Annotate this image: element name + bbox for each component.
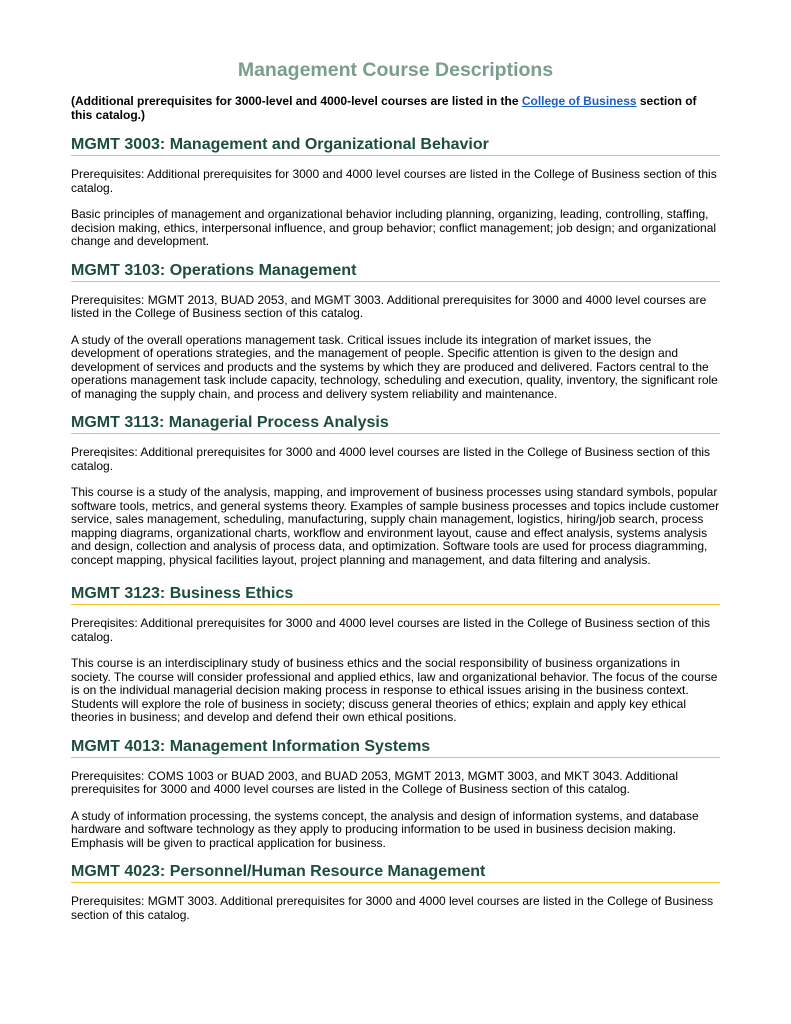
- course-prerequisites: Prerequisites: MGMT 2013, BUAD 2053, and MGMT 3003. Additional prerequisites for 3000 and 4000 level courses are listed in the College of Business section of this catalog.: [71, 292, 707, 320]
- course-heading: MGMT 3103: Operations Management: [71, 261, 720, 282]
- intro-note: [71, 94, 720, 122]
- page-title: Management Course Descriptions: [237, 59, 554, 81]
- course-mgmt-4023: [71, 862, 720, 922]
- catalog-page: [71, 56, 720, 935]
- course-mgmt-4013: [71, 737, 720, 851]
- course-prerequisites: Prerequisites: MGMT 3003. Additional prerequisites for 3000 and 4000 level courses are listed in the College of Business section of this catalog.: [71, 894, 714, 922]
- course-heading: MGMT 3113: Managerial Process Analysis: [71, 413, 720, 434]
- course-prerequisites: Prereqisites: Additional prerequisites for 3000 and 4000 level courses are listed in the College of Business section of this catalog.: [71, 445, 711, 473]
- college-of-business-link[interactable]: College of Business: [521, 94, 637, 108]
- course-heading: MGMT 4013: Management Information Systems: [71, 737, 720, 758]
- course-prerequisites: Prerequisites: COMS 1003 or BUAD 2003, and BUAD 2053, MGMT 2013, MGMT 3003, and MKT 3043. Additional prerequisites for 3000 and 4000 level courses are listed in the College of Business section of this catalog.: [71, 768, 678, 796]
- course-description: A study of information processing, the systems concept, the analysis and design of information systems, and database hardware and software technology as they apply to producing information to be used in business decision making. Emphasis will be given to practical application for business.: [71, 808, 699, 850]
- course-mgmt-3113: [71, 413, 720, 567]
- course-description: This course is an interdisciplinary study of business ethics and the social responsibility of business organizations in society. The course will consider professional and applied ethics, law and organizational behavior. The focus of the course is on the individual managerial decision making process in response to ethical issues arising in the business context. Students will explore the role of business in society; discuss general theories of ethics; explain and apply key ethical theories in business; and develop and defend their own ethical positions.: [71, 656, 718, 724]
- course-mgmt-3003: [71, 135, 720, 249]
- course-heading: MGMT 3003: Management and Organizational Behavior: [71, 135, 720, 156]
- course-heading: MGMT 3123: Business Ethics: [71, 584, 720, 605]
- course-prerequisites: Prereqisites: Additional prerequisites for 3000 and 4000 level courses are listed in the College of Business section of this catalog.: [71, 616, 711, 644]
- course-mgmt-3123: [71, 584, 720, 725]
- course-heading: MGMT 4023: Personnel/Human Resource Management: [71, 862, 720, 883]
- course-mgmt-3103: [71, 261, 720, 402]
- course-prerequisites: Prerequisites: Additional prerequisites for 3000 and 4000 level courses are listed in the College of Business section of this catalog.: [71, 167, 717, 195]
- course-description: Basic principles of management and organizational behavior including planning, organizing, leading, controlling, staffing, decision making, ethics, interpersonal influence, and group behavior; conflict management; job design; and organizational change and development.: [71, 207, 717, 248]
- intro-text-after: section of this catalog.): [71, 94, 697, 122]
- course-description: This course is a study of the analysis, mapping, and improvement of business processes using standard symbols, popular software tools, metrics, and general systems theory. Examples of sample business processes and topics include customer service, sales management, scheduling, manufacturing, supply chain management, logistics, hiring/job search, process mapping diagrams, organizational charts, workflow and environment layout, cause and effect analysis, systems analysis and design, collection and analysis of process data, and optimization. Software tools are used for process diagramming, concept mapping, physical facilities layout, project planning and management, and data filtering and analysis.: [71, 485, 720, 567]
- course-description: A study of the overall operations management task. Critical issues include its integration of market issues, the development of operations strategies, and the management of people. Specific attention is given to the design and development of services and products and the systems by which they are produced and delivered. Factors central to the operations management task include capacity, technology, scheduling and execution, quality, inventory, the significant role of managing the supply chain, and process and delivery system reliability and maintenance.: [71, 332, 718, 401]
- intro-text-before: (Additional prerequisites for 3000-level and 4000-level courses are listed in the: [71, 94, 522, 108]
